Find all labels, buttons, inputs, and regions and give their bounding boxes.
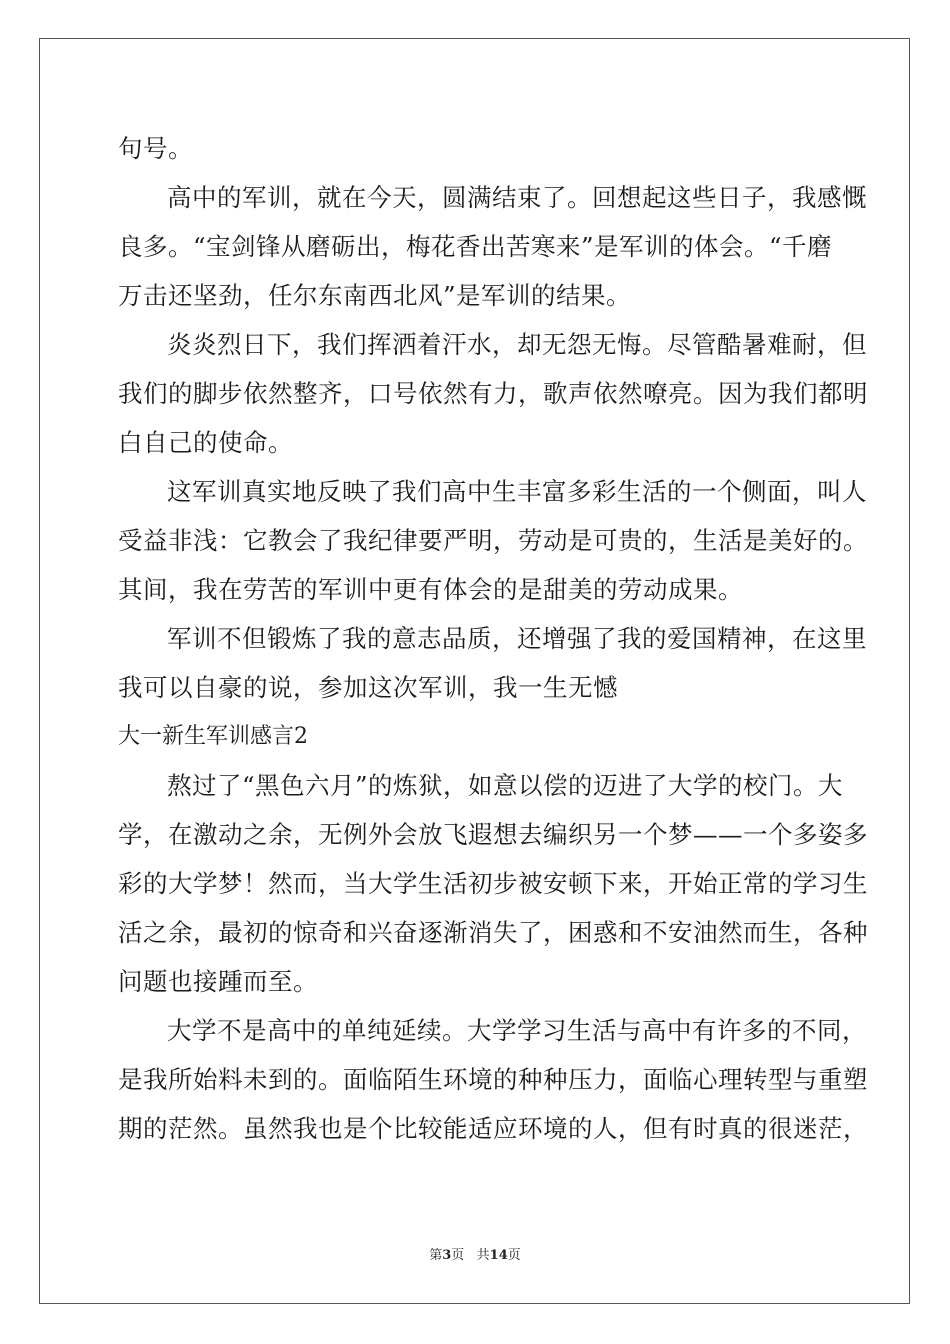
paragraph-first-line: 军训不但锻炼了我的意志品质，还增强了我的爱国精神，在这里 (167, 624, 867, 653)
text-line: 我可以自豪的说，参加这次军训，我一生无憾 (118, 673, 618, 702)
text-line: 彩的大学梦！然而，当大学生活初步被安顿下来，开始正常的学习生 (118, 869, 868, 898)
text-line: 期的茫然。虽然我也是个比较能适应环境的人，但有时真的很迷茫， (118, 1114, 868, 1143)
text-line: 万击还坚劲，任尔东南西北风”是军训的结果。 (118, 281, 632, 310)
paragraph-first-line: 大学不是高中的单纯延续。大学学习生活与高中有许多的不同， (167, 1016, 867, 1045)
text-line: 白自己的使命。 (118, 428, 293, 457)
page-footer (0, 1246, 950, 1266)
paragraph-first-line: 熬过了“黑色六月”的炼狱，如意以偿的迈进了大学的校门。大 (167, 771, 844, 800)
text-line: 良多。“宝剑锋从磨砺出，梅花香出苦寒来”是军训的体会。“千磨 (118, 232, 833, 261)
text-line: 是我所始料未到的。面临陌生环境的种种压力，面临心理转型与重塑 (118, 1065, 868, 1094)
footer-prefix: 第 (429, 1248, 443, 1263)
section-heading: 大一新生军训感言2 (118, 724, 308, 749)
text-line: 受益非浅：它教会了我纪律要严明，劳动是可贵的，生活是美好的。 (118, 526, 868, 555)
current-page-number: 3 (442, 1248, 452, 1263)
text-line: 句号。 (118, 134, 193, 163)
total-pages-number: 14 (489, 1248, 508, 1263)
text-line: 问题也接踵而至。 (118, 967, 318, 996)
paragraph-first-line: 炎炎烈日下，我们挥洒着汗水，却无怨无悔。尽管酷暑难耐，但 (167, 330, 867, 359)
paragraph-first-line: 高中的军训，就在今天，圆满结束了。回想起这些日子，我感慨 (167, 183, 867, 212)
text-line: 活之余，最初的惊奇和兴奋逐渐消失了，困惑和不安油然而生，各种 (118, 918, 868, 947)
text-line: 我们的脚步依然整齐，口号依然有力，歌声依然嘹亮。因为我们都明 (118, 379, 868, 408)
text-line: 其间，我在劳苦的军训中更有体会的是甜美的劳动成果。 (118, 575, 743, 604)
footer-middle: 页 共 (451, 1248, 490, 1263)
footer-suffix: 页 (507, 1248, 521, 1263)
text-line: 学，在激动之余，无例外会放飞遐想去编织另一个梦——一个多姿多 (118, 820, 868, 849)
document-body (118, 124, 868, 1153)
paragraph-first-line: 这军训真实地反映了我们高中生丰富多彩生活的一个侧面，叫人 (167, 477, 867, 506)
